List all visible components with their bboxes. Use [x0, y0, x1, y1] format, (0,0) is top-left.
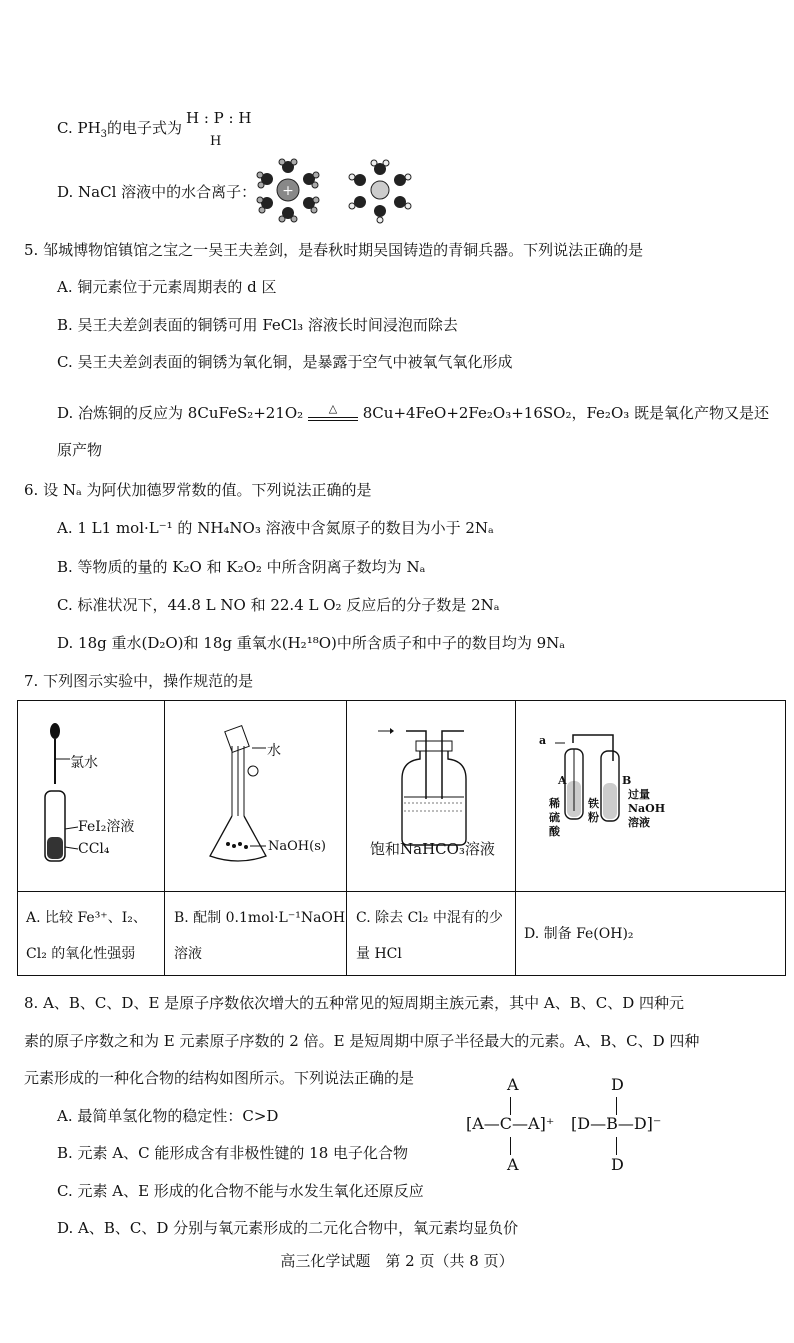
caption-a-line2: Cl₂ 的氧化性强弱 [26, 946, 136, 962]
ph3-electron-formula: H : P : H [186, 109, 252, 127]
q8-stem-line2: 素的原子序数之和为 E 元素原子序数的 2 倍。E 是短周期中原子半径最大的元素。A、B、C、D 四种 [24, 1032, 700, 1050]
hydrated-anion-icon [349, 160, 411, 223]
q5-option-c: C. 吴王夫差剑表面的铜锈为氧化铜，是暴露于空气中被氧气氧化形成 [57, 353, 513, 371]
struct-cation-bond-top [510, 1097, 511, 1115]
struct-anion: [D—B—D]⁻ [571, 1114, 662, 1133]
fig-d-label-excess: 过量 [628, 788, 650, 801]
heat-condition: △ [308, 399, 358, 421]
svg-text:+: + [282, 183, 294, 199]
struct-cation-bottom-a: A [507, 1155, 519, 1174]
fig-d-label-b: B [622, 774, 632, 787]
q5-option-a: A. 铜元素位于元素周期表的 d 区 [57, 278, 277, 296]
fig-b-label-water: 水 [267, 743, 281, 759]
fig-d-label-acid: 稀硫酸 [549, 797, 560, 838]
q5-option-d [57, 403, 769, 427]
q8-option-a: A. 最简单氢化物的稳定性：C>D [57, 1107, 279, 1125]
q7-stem: 7. 下列图示实验中，操作规范的是 [24, 672, 254, 690]
struct-anion-bond-bottom [616, 1137, 617, 1155]
q6-option-c: C. 标准状况下，44.8 L NO 和 22.4 L O₂ 反应后的分子数是 2Nₐ [57, 596, 500, 614]
q8-stem-line3: 元素形成的一种化合物的结构如图所示。下列说法正确的是 [24, 1069, 415, 1087]
q8-option-d: D. A、B、C、D 分别与氧元素形成的二元化合物中，氧元素均显负价 [57, 1219, 519, 1237]
struct-cation-bond-bottom [510, 1137, 511, 1155]
q4-c-prefix: C. PH [57, 119, 101, 137]
q6-option-d: D. 18g 重水(D₂O)和 18g 重氧水(H₂¹⁸O)中所含质子和中子的数目均为 9Nₐ [57, 634, 566, 652]
fig-d-label-a-lower: a [539, 734, 547, 747]
q6-option-a: A. 1 L1 mol·L⁻¹ 的 NH₄NO₃ 溶液中含氮原子的数目为小于 2Nₐ [57, 519, 494, 537]
q5-option-d-cont: 原产物 [57, 441, 103, 459]
fig-c-label-nahco3: 饱和NaHCO₃溶液 [370, 840, 495, 858]
q8-option-c: C. 元素 A、E 形成的化合物不能与水发生氧化还原反应 [57, 1182, 424, 1200]
q4-c-sub: 3 [100, 129, 108, 140]
struct-anion-bond-top [616, 1097, 617, 1115]
page-footer: 高三化学试题 第 2 页（共 8 页） [280, 1252, 514, 1270]
fig-d-label-naoh: NaOH [628, 802, 666, 815]
q5-d-right: 8Cu+4FeO+2Fe₂O₃+16SO₂，Fe₂O₃ 既是氧化产物又是还 [362, 404, 770, 422]
fig-d-label-iron: 铁粉 [588, 797, 599, 824]
q4-c-suffix: 的电子式为 [107, 119, 183, 137]
hydrated-cation-icon [257, 159, 319, 222]
struct-cation: [A—C—A]⁺ [466, 1114, 555, 1133]
caption-d: D. 制备 Fe(OH)₂ [524, 926, 634, 942]
q5-option-b: B. 吴王夫差剑表面的铜锈可用 FeCl₃ 溶液长时间浸泡而除去 [57, 316, 458, 334]
q8-option-b: B. 元素 A、C 能形成含有非极性键的 18 电子化合物 [57, 1144, 409, 1162]
q4-option-c [57, 118, 182, 145]
hydrated-ions-figure [252, 155, 427, 225]
caption-c-line1: C. 除去 Cl₂ 中混有的少 [356, 910, 503, 926]
fig-a-label-chlorine-water: 氯水 [70, 755, 98, 771]
fig-d-label-solution: 溶液 [628, 816, 650, 829]
struct-anion-top-d: D [611, 1075, 624, 1094]
fig-a-dropper-tube [38, 719, 158, 889]
q4-option-d: D. NaCl 溶液中的水合离子： [57, 183, 257, 201]
caption-b-line1: B. 配制 0.1mol·L⁻¹NaOH [174, 910, 346, 926]
q8-stem-line1: 8. A、B、C、D、E 是原子序数依次增大的五种常见的短周期主族元素，其中 A、B、C、D 四种元 [24, 994, 685, 1012]
struct-anion-bottom-d: D [611, 1155, 624, 1174]
q5-stem: 5. 邹城博物馆镇馆之宝之一吴王夫差剑，是春秋时期吴国铸造的青铜兵器。下列说法正确的是 [24, 241, 644, 259]
caption-c-line2: 量 HCl [356, 946, 402, 962]
q5-d-left: D. 冶炼铜的反应为 8CuFeS₂+21O₂ [57, 404, 304, 422]
ph3-formula-h-bottom: H [210, 134, 222, 149]
fig-a-label-ccl4: CCl₄ [78, 841, 110, 857]
q6-option-b: B. 等物质的量的 K₂O 和 K₂O₂ 中所含阴离子数均为 Nₐ [57, 558, 426, 576]
q6-stem: 6. 设 Nₐ 为阿伏加德罗常数的值。下列说法正确的是 [24, 481, 372, 499]
struct-cation-top-a: A [507, 1075, 519, 1094]
q7-options-table [17, 700, 786, 976]
caption-a-line1: A. 比较 Fe³⁺、I₂、 [26, 910, 147, 926]
fig-c-gas-washing-bottle [368, 719, 508, 859]
fig-b-label-naoh: NaOH(s) [268, 839, 326, 854]
caption-b-line2: 溶液 [174, 946, 202, 962]
fig-d-label-a: A [558, 774, 567, 787]
fig-a-label-fei2: FeI₂溶液 [78, 819, 135, 835]
